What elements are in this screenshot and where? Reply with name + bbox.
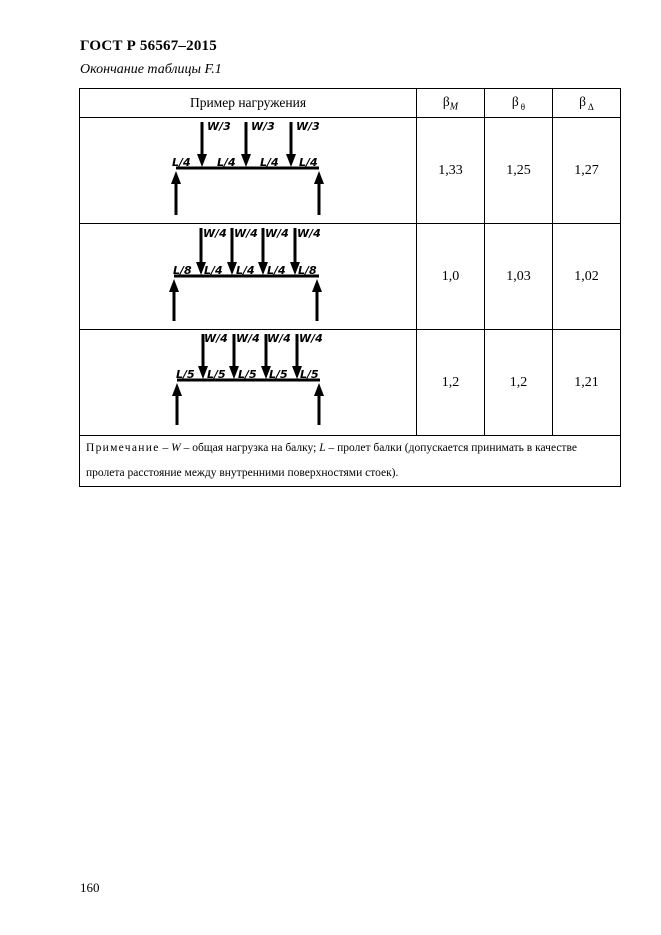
beta-delta-value: 1,27 [553,118,621,224]
note-l-symbol: L [319,442,326,454]
load-label: W/4 [297,227,321,240]
load-label: W/4 [234,227,258,240]
beta-delta-subscript: Δ [588,101,594,112]
beta-symbol: β [511,94,519,110]
load-arrow [286,122,296,167]
load-label: W/4 [236,332,260,345]
span-label: L/4 [267,264,286,277]
span-label: L/5 [176,368,195,381]
table-row [80,330,621,436]
load-arrow [241,122,251,167]
page-number: 160 [80,880,100,895]
load-label: W/3 [207,120,231,133]
support-reaction-arrow [314,171,324,215]
note-w-symbol: W [171,442,181,454]
support-reaction-arrow [172,383,182,425]
table-note-row [80,436,621,487]
support-reaction-arrow [312,279,322,321]
load-label: W/4 [299,332,323,345]
beam-loading-diagram-three-loads [80,118,417,223]
support-reaction-arrow [171,171,181,215]
document-code: ГОСТ Р 56567–2015 [80,38,217,54]
span-label: L/4 [172,156,191,169]
note-text-1: – общая нагрузка на балку; [180,442,320,454]
support-reaction-arrow [314,383,324,425]
table-note [80,436,621,487]
table-caption: Окончание таблицы F.1 [80,62,222,77]
load-arrow [197,122,207,167]
span-label: L/5 [207,368,226,381]
table-row [80,118,621,224]
beta-theta-subscript: θ [520,101,526,112]
table-row [80,224,621,330]
span-label: L/4 [236,264,255,277]
load-label: W/3 [251,120,275,133]
beta-symbol: β [442,93,450,109]
note-text-2: – пролет балки (допускается принимать в качестве пролета расстояние между внутренними поверхностями стоек). [86,442,577,479]
table-header-row [80,89,621,118]
beta-delta-value: 1,21 [553,330,621,436]
beta-symbol: β [579,94,587,110]
header-beta-theta [485,89,553,118]
span-label: L/5 [269,368,288,381]
loading-diagram-cell [80,224,417,330]
beta-delta-value: 1,02 [553,224,621,330]
beta-m-value: 1,0 [417,224,485,330]
load-label: W/4 [267,332,291,345]
span-label: L/4 [260,156,279,169]
span-label: L/4 [299,156,318,169]
load-label: W/4 [204,332,228,345]
span-label: L/8 [173,264,192,277]
support-reaction-arrow [169,279,179,321]
note-dash: – [159,442,172,454]
loading-diagram-cell [80,118,417,224]
load-label: W/4 [265,227,289,240]
header-beta-delta [553,89,621,118]
note-label: Примечание [86,442,160,454]
loading-diagram-cell [80,330,417,436]
beta-m-value: 1,33 [417,118,485,224]
span-label: L/8 [298,264,317,277]
beta-theta-value: 1,2 [485,330,553,436]
load-label: W/4 [203,227,227,240]
beam-loading-diagram-four-loads-fifths [80,330,417,430]
beta-theta-value: 1,03 [485,224,553,330]
header-loading-example: Пример нагружения [80,89,417,118]
span-label: L/5 [300,368,319,381]
beta-m-value: 1,2 [417,330,485,436]
span-label: L/4 [204,264,223,277]
span-label: L/5 [238,368,257,381]
beam-loading-diagram-four-loads-eighths [80,224,417,329]
loading-coefficients-table [79,88,621,487]
span-label: L/4 [217,156,236,169]
header-beta-m [417,89,485,118]
load-label: W/3 [296,120,320,133]
beta-theta-value: 1,25 [485,118,553,224]
beta-m-subscript: M [449,101,459,113]
